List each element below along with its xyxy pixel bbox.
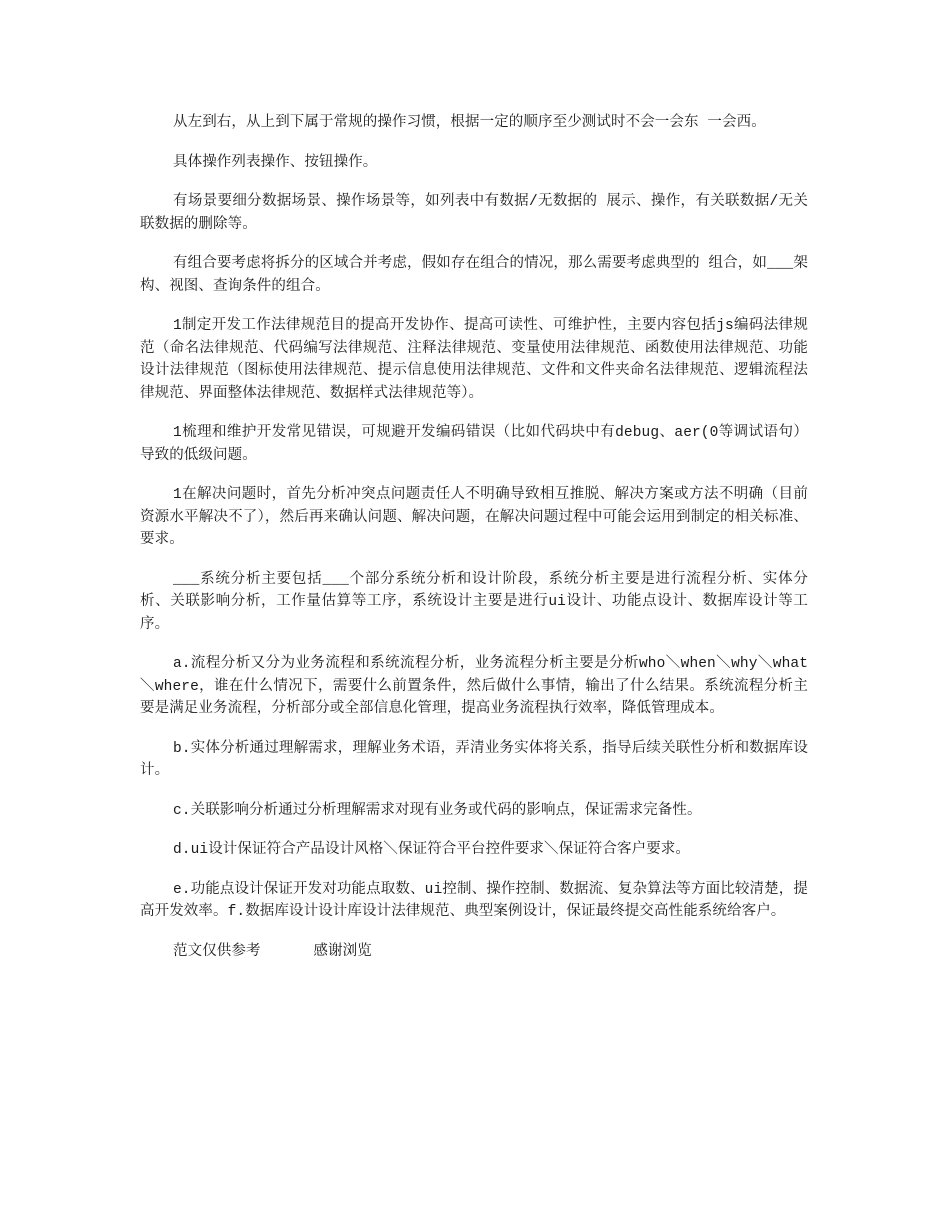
- footer-right-text: 感谢浏览: [313, 943, 372, 960]
- paragraph-5: 1制定开发工作法律规范目的提高开发协作、提高可读性、可维护性，主要内容包括js编码法律规范（命名法律规范、代码编写法律规范、注释法律规范、变量使用法律规范、函数使用法律规范、功能设计法律规范（图标使用法律规范、提示信息使用法律规范、文件和文件夹命名法律规范、逻辑流程法律规范、界面整体法律规范、数据样式法律规范等）。: [140, 318, 808, 402]
- paragraph-8: ___系统分析主要包括___个部分系统分析和设计阶段，系统分析主要是进行流程分析、实体分析、关联影响分析，工作量估算等工序，系统设计主要是进行ui设计、功能点设计、数据库设计等工序。: [140, 571, 808, 633]
- paragraph-12: d.ui设计保证符合产品设计风格＼保证符合平台控件要求＼保证符合客户要求。: [173, 842, 691, 858]
- document-body: [140, 112, 808, 963]
- paragraph-7: 1在解决问题时，首先分析冲突点问题责任人不明确导致相互推脱、解决方案或方法不明确（目前资源水平解决不了），然后再来确认问题、解决问题，在解决问题过程中可能会运用到制定的相关标准、要求。: [140, 487, 808, 548]
- paragraph-6: 1梳理和维护开发常见错误，可规避开发编码错误（比如代码块中有debug、aer(0等调试语句）导致的低级问题。: [140, 425, 808, 464]
- paragraph-13: e.功能点设计保证开发对功能点取数、ui控制、操作控制、数据流、复杂算法等方面比较清楚，提高开发效率。f.数据库设计设计库设计法律规范、典型案例设计，保证最终提交高性能系统给客户。: [140, 881, 808, 920]
- paragraph-1: 从左到右，从上到下属于常规的操作习惯，根据一定的顺序至少测试时不会一会东 一会西。: [173, 115, 766, 131]
- paragraph-3: 有场景要细分数据场景、操作场景等，如列表中有数据/无数据的 展示、操作，有关联数据/无关联数据的删除等。: [140, 194, 808, 233]
- footer-left-text: 范文仅供参考: [173, 943, 261, 960]
- paragraph-9: a.流程分析又分为业务流程和系统流程分析，业务流程分析主要是分析who＼when＼why＼what＼where，谁在什么情况下，需要什么前置条件，然后做什么事情，输出了什么结果。系统流程分析主要是满足业务流程，分析部分或全部信息化管理，提高业务流程执行效率，降低管理成本。: [140, 656, 808, 717]
- paragraph-11: c.关联影响分析通过分析理解需求对现有业务或代码的影响点，保证需求完备性。: [173, 802, 702, 819]
- paragraph-2: 具体操作列表操作、按钮操作。: [173, 154, 378, 171]
- footer-note: [140, 941, 808, 964]
- paragraph-4: 有组合要考虑将拆分的区域合并考虑，假如存在组合的情况，那么需要考虑典型的 组合，如___架构、视图、查询条件的组合。: [140, 256, 808, 295]
- paragraph-10: b.实体分析通过理解需求，理解业务术语，弄清业务实体将关系，指导后续关联性分析和数据库设计。: [140, 740, 808, 779]
